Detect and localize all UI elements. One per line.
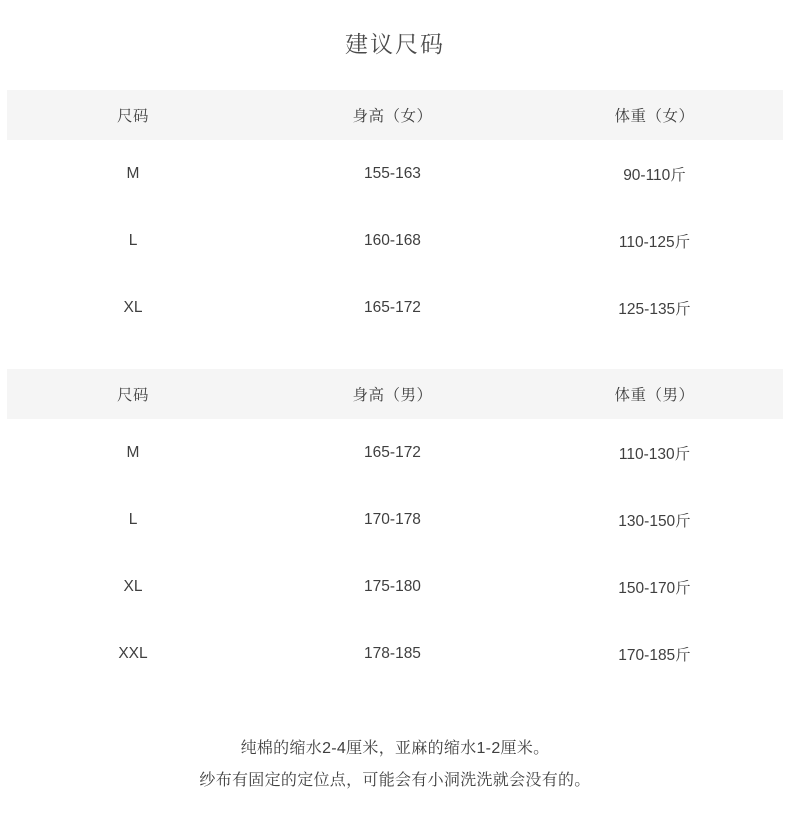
women-size-table — [7, 90, 783, 341]
column-header-size: 尺码 — [7, 90, 259, 140]
cell-size: XL — [123, 298, 143, 316]
cell-weight: 110-130斤 — [618, 445, 691, 463]
care-note-line: 纯棉的缩水2-4厘米，亚麻的缩水1-2厘米。 — [240, 740, 550, 757]
page-title: 建议尺码 — [345, 31, 445, 57]
cell-size: XL — [123, 577, 143, 595]
table-row — [7, 274, 783, 341]
table-row — [7, 419, 783, 486]
cell-weight: 150-170斤 — [618, 579, 691, 597]
table-header-row — [7, 369, 783, 419]
column-header-weight: 体重（男） — [526, 369, 783, 419]
table-row — [7, 553, 783, 620]
cell-weight: 125-135斤 — [618, 300, 691, 318]
column-header-weight: 体重（女） — [526, 90, 783, 140]
table-header-row — [7, 90, 783, 140]
men-size-table — [7, 369, 783, 687]
column-header-height: 身高（女） — [259, 90, 526, 140]
cell-weight: 90-110斤 — [623, 166, 686, 184]
cell-height: 165-172 — [364, 298, 421, 316]
cell-height: 155-163 — [364, 164, 421, 182]
cell-height: 175-180 — [364, 577, 421, 595]
cell-size: XXL — [118, 644, 148, 662]
cell-size: L — [128, 510, 138, 528]
cell-height: 170-178 — [364, 510, 421, 528]
cell-weight: 170-185斤 — [618, 646, 691, 664]
cell-weight: 130-150斤 — [618, 512, 691, 530]
cell-size: M — [126, 443, 140, 461]
cell-height: 165-172 — [364, 443, 421, 461]
cell-size: M — [126, 164, 140, 182]
cell-size: L — [128, 231, 138, 249]
table-row — [7, 620, 783, 687]
cell-height: 178-185 — [364, 644, 421, 662]
column-header-size: 尺码 — [7, 369, 259, 419]
table-row — [7, 486, 783, 553]
care-note-line: 纱布有固定的定位点，可能会有小洞洗洗就会没有的。 — [199, 772, 591, 789]
care-notes — [0, 733, 790, 797]
cell-height: 160-168 — [364, 231, 421, 249]
table-row — [7, 140, 783, 207]
table-row — [7, 207, 783, 274]
cell-weight: 110-125斤 — [618, 233, 691, 251]
column-header-height: 身高（男） — [259, 369, 526, 419]
